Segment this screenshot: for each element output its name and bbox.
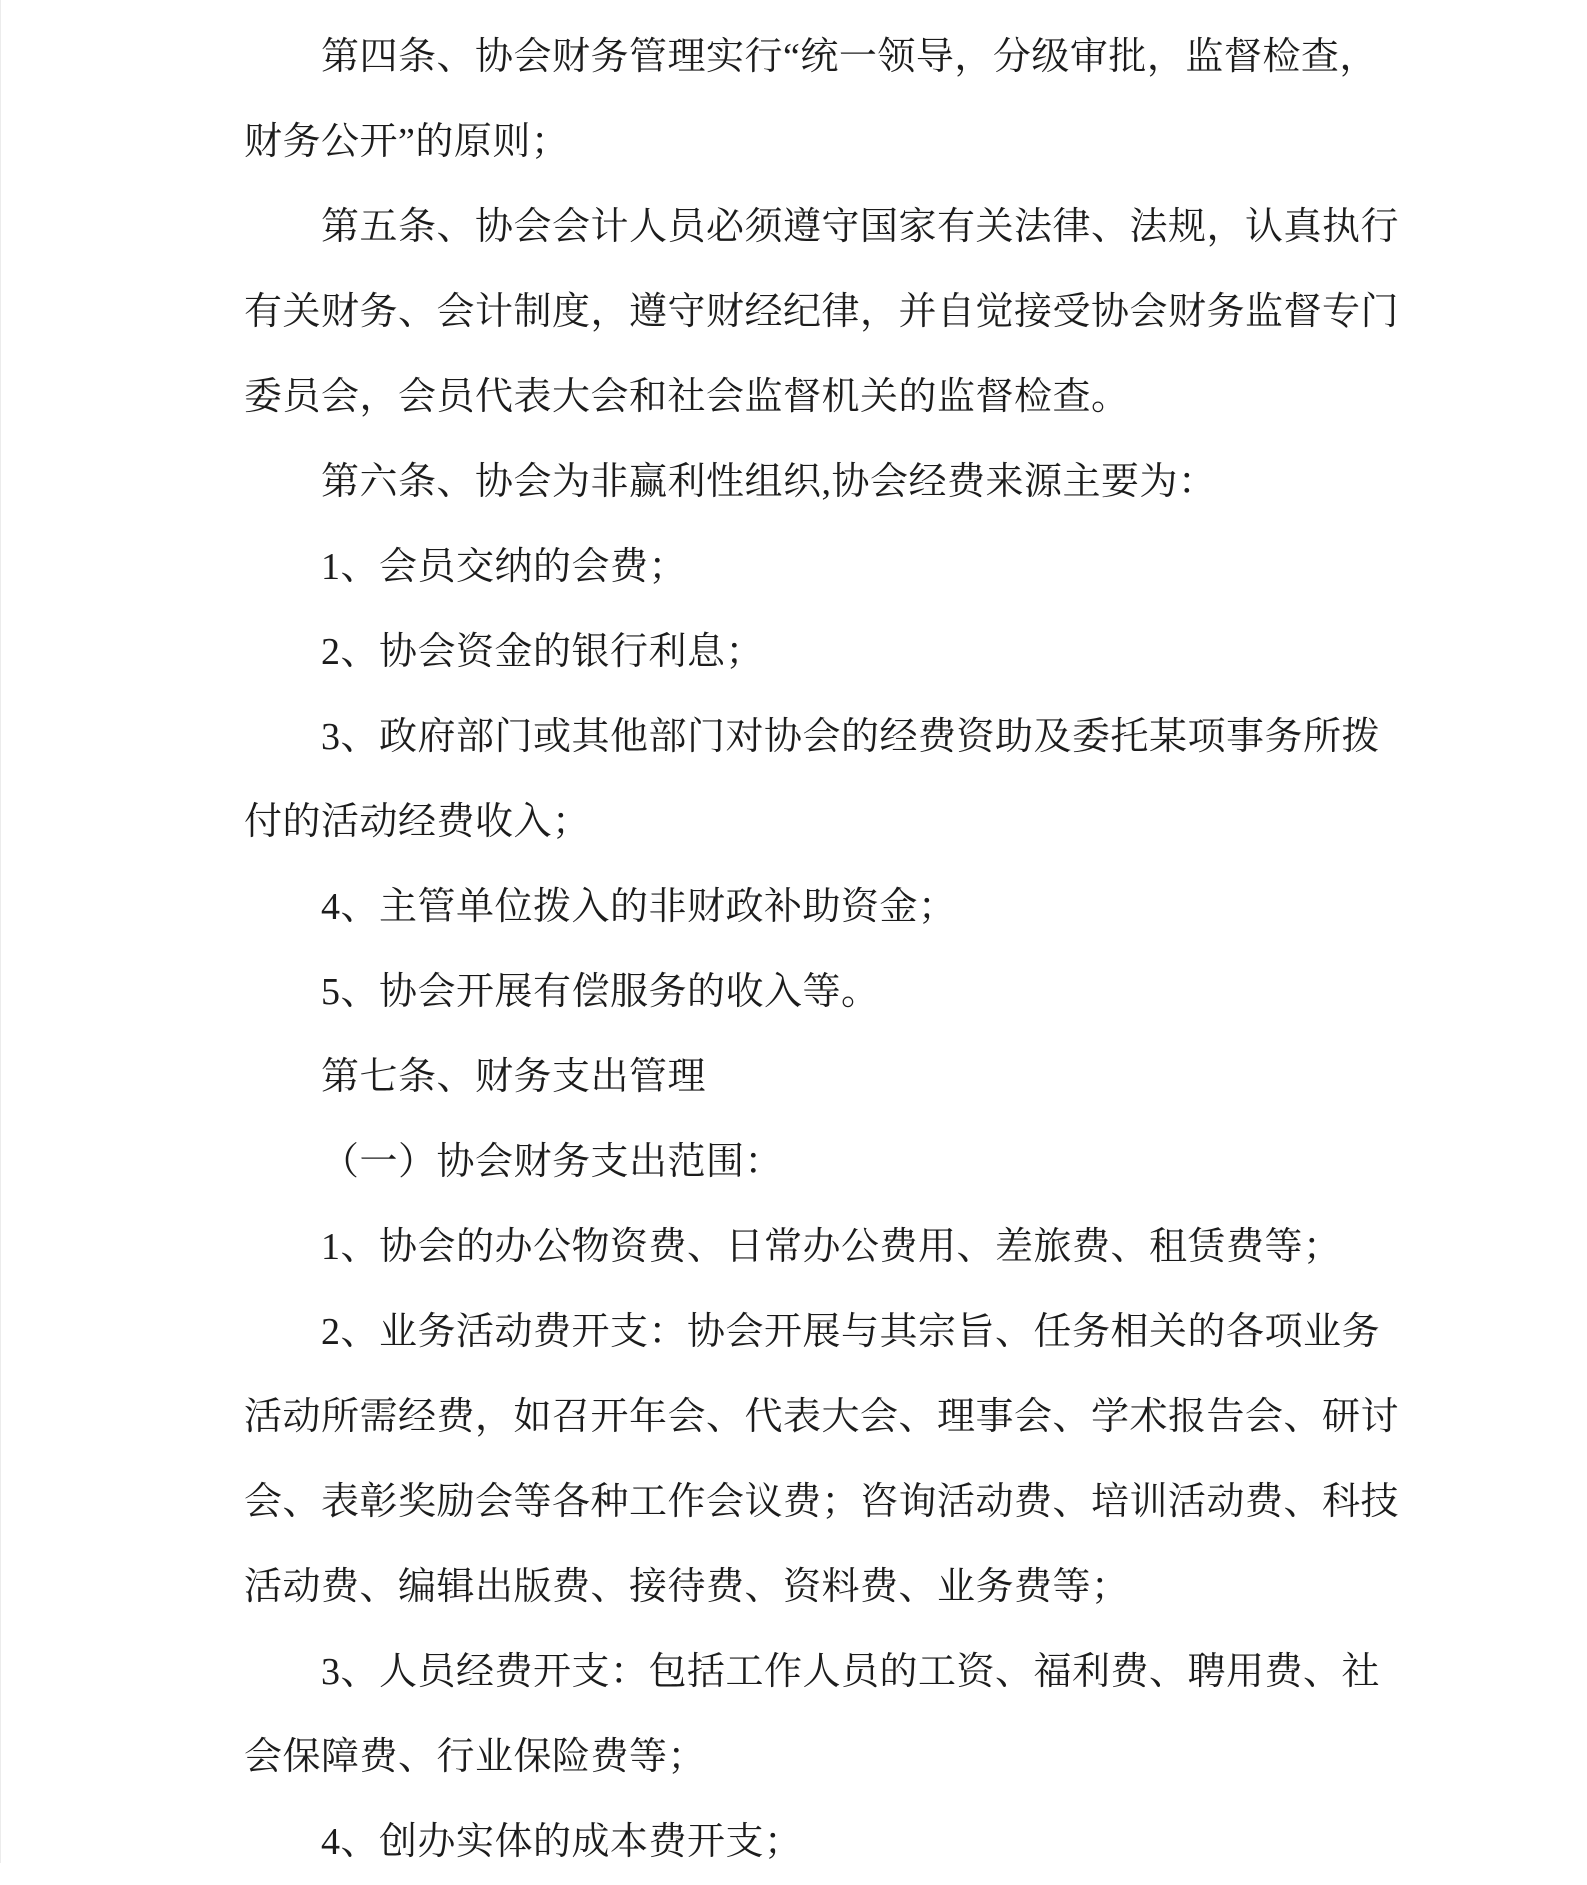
text-line: 会保障费、行业保险费等；	[244, 1736, 707, 1778]
text-line: 活动所需经费，如召开年会、代表大会、理事会、学术报告会、研讨	[244, 1396, 1400, 1438]
text-line: 3、人员经费开支：包括工作人员的工资、福利费、聘用费、社	[321, 1651, 1381, 1693]
document-text-block	[244, 15, 1400, 1885]
text-line: 第五条、协会会计人员必须遵守国家有关法律、法规，认真执行	[321, 206, 1400, 248]
text-line: 第四条、协会财务管理实行“统一领导，分级审批，监督检查，	[321, 36, 1378, 78]
text-line: （一）协会财务支出范围：	[321, 1141, 784, 1183]
text-line: 第七条、财务支出管理	[321, 1056, 707, 1098]
text-line: 1、协会的办公物资费、日常办公费用、差旅费、租赁费等；	[321, 1226, 1342, 1268]
text-line: 付的活动经费收入；	[244, 801, 591, 843]
document-body	[1, 0, 1587, 1863]
text-line: 4、创办实体的成本费开支；	[321, 1821, 803, 1863]
text-line: 会、表彰奖励会等各种工作会议费；咨询活动费、培训活动费、科技	[244, 1481, 1400, 1523]
text-line: 3、政府部门或其他部门对协会的经费资助及委托某项事务所拨	[321, 716, 1381, 758]
text-line: 1、会员交纳的会费；	[321, 546, 688, 588]
text-line: 财务公开”的原则；	[244, 121, 570, 163]
text-line: 有关财务、会计制度，遵守财经纪律，并自觉接受协会财务监督专门	[244, 291, 1400, 333]
text-line: 活动费、编辑出版费、接待费、资料费、业务费等；	[244, 1566, 1130, 1608]
text-line: 2、业务活动费开支：协会开展与其宗旨、任务相关的各项业务	[321, 1311, 1381, 1353]
text-line: 4、主管单位拨入的非财政补助资金；	[321, 886, 957, 928]
text-line: 委员会，会员代表大会和社会监督机关的监督检查。	[244, 376, 1130, 418]
text-line: 5、协会开展有偿服务的收入等。	[321, 971, 880, 1013]
text-line: 2、协会资金的银行利息；	[321, 631, 765, 673]
text-line: 第六条、协会为非赢利性组织,协会经费来源主要为：	[321, 461, 1217, 503]
